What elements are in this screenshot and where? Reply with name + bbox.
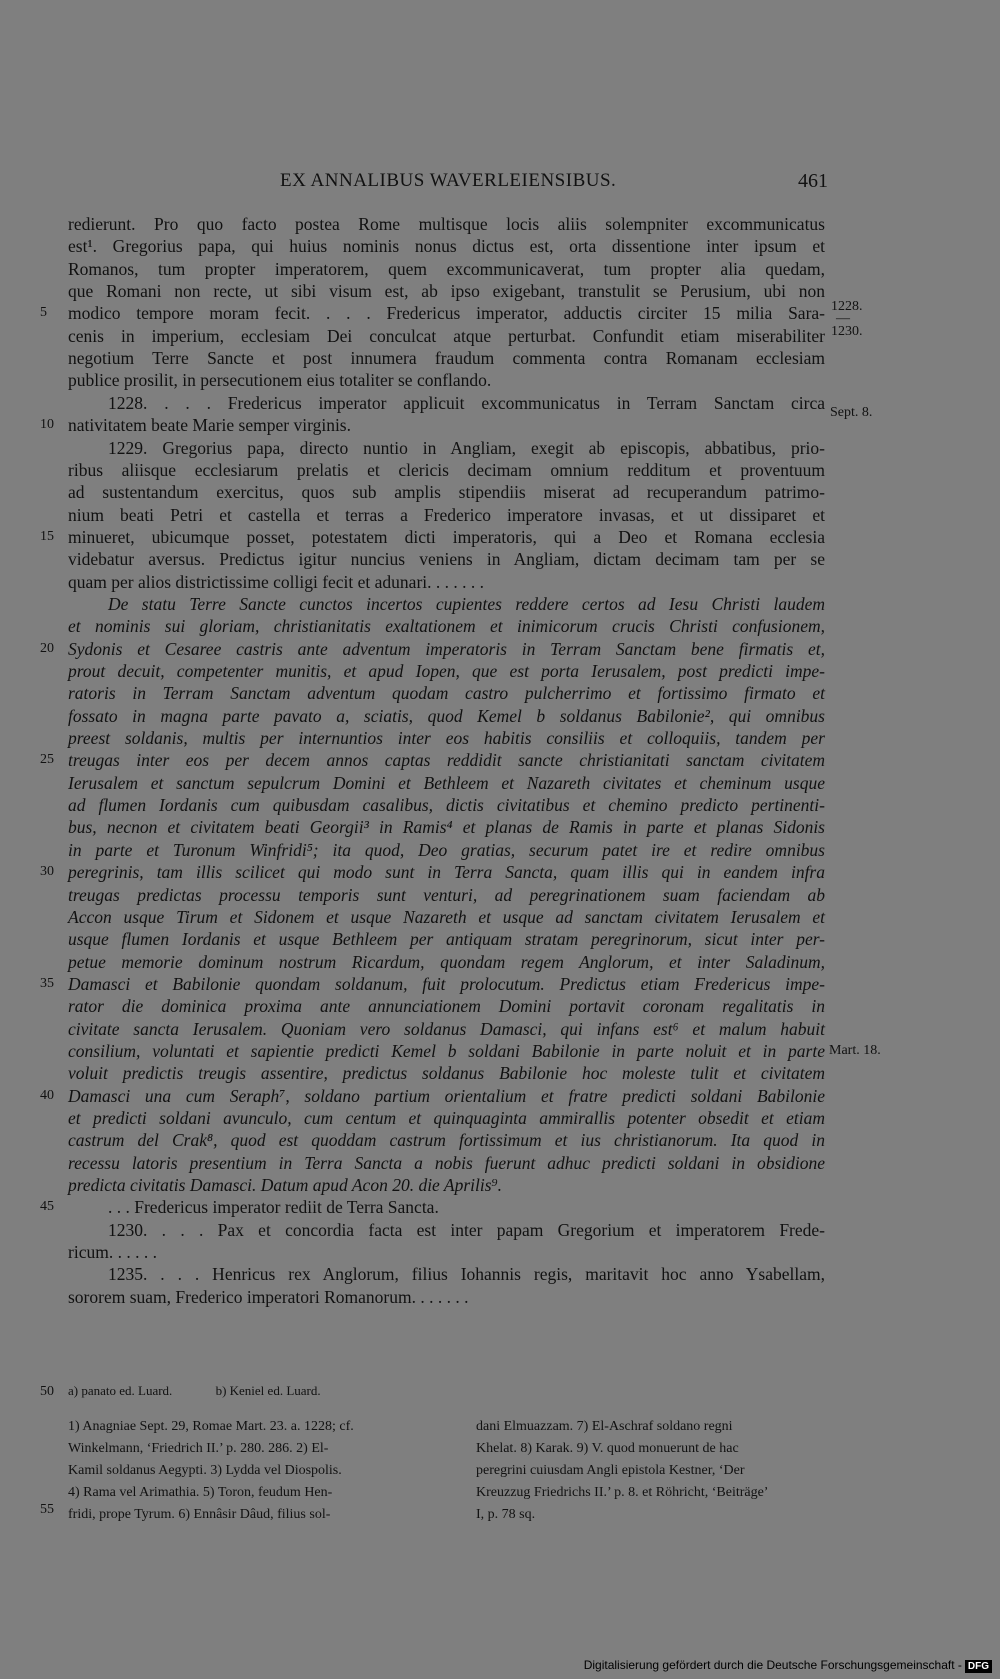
text-line: est¹. Gregorius papa, qui huius nominis nonus dictus est, orta dissentione inter ipsum et	[68, 236, 825, 257]
footnote-line: peregrini cuiusdam Angli epistola Kestner, ‘Der	[476, 1463, 745, 1478]
apparatus-line-number: 50	[40, 1384, 54, 1399]
line-number: 40	[40, 1087, 54, 1103]
text-line: publice prosilit, in persecutionem eius totaliter se conflando.	[68, 370, 492, 391]
text-line: usque flumen Iordanis et usque Bethleem per antiquam stratam peregrinorum, sicut inter per-	[68, 929, 825, 950]
text-line: modico tempore moram fecit. . . . Fredericus imperator, adductis circiter 15 milia Sara-	[68, 303, 825, 324]
text-line: Accon usque Tirum et Sidonem et usque Nazareth et usque ad sanctam civitatem Ierusalem et	[68, 906, 825, 927]
text-line: ad flumen Iordanis cum quibusdam casalibus, dictis civitatibus et chemino predicto pertinenti-	[68, 795, 825, 816]
text-line: negotium Terre Sancte et post innumera fraudum commenta contra Romanam ecclesiam	[68, 348, 825, 369]
text-line: Romanos, tum propter imperatorem, quem excommunicaverat, tum propter alia quedam,	[68, 258, 825, 279]
page-title: EX ANNALIBUS WAVERLEIENSIBUS.	[280, 170, 617, 191]
page-number: 461	[798, 170, 828, 192]
footnote-line: 1) Anagniae Sept. 29, Romae Mart. 23. a. 1228; cf.	[68, 1419, 354, 1434]
text-line: civitate sancta Ierusalem. Quoniam vero soldanus Damasci, qui infans est⁶ et malum habuit	[68, 1018, 825, 1039]
footnote-line: I, p. 78 sq.	[476, 1507, 536, 1522]
text-line: treugas predictas processu temporis sunt venturi, ad peregrinationem suam faciendam ab	[68, 884, 825, 905]
text-line: cenis in imperium, ecclesiam Dei conculcat atque perturbat. Confundit etiam miserabiliter	[68, 325, 825, 346]
line-number: 15	[40, 528, 54, 544]
line-number: 20	[40, 640, 54, 656]
dfg-logo: DFG	[965, 1660, 992, 1673]
text-line: preest soldanis, multis per internuntios inter eos habitis consiliis et colloquiis, tandem per	[68, 728, 825, 749]
footnote-line-number: 55	[40, 1502, 54, 1517]
footnote-line: Kamil soldanus Aegypti. 3) Lydda vel Diospolis.	[68, 1463, 342, 1478]
footnote-line: 4) Rama vel Arimathia. 5) Toron, feudum Hen-	[68, 1485, 333, 1500]
apparatus-note-a: a) panato ed. Luard.	[68, 1383, 173, 1398]
margin-date-sept: Sept. 8.	[830, 405, 873, 420]
margin-year-1230: 1230.	[831, 324, 863, 339]
text-line: rator die dominica proxima ante annunciationem Domini portavit coronam regalitatis in	[68, 996, 825, 1017]
running-header	[68, 170, 828, 194]
text-line: nium beati Petri et castella et terras a Frederico imperatore invasas, et ut dissiparet et	[68, 504, 825, 525]
footnotes-right-column	[476, 1416, 826, 1526]
apparatus-note-b: b) Keniel ed. Luard.	[215, 1383, 321, 1398]
text-line: ricum. . . . . .	[68, 1242, 157, 1263]
text-line: petue memorie dominum nostrum Ricardum, quondam regem Anglorum, et inter Saladinum,	[68, 951, 825, 972]
text-line: ad sustentandum exercitus, quos sub amplis stipendiis miserat ad recuperandum patrimo-	[68, 482, 825, 503]
text-line: De statu Terre Sancte cunctos incertos cupientes reddere certos ad Iesu Christi laudem	[108, 593, 825, 614]
text-line: predicta civitatis Damasci. Datum apud Acon 20. die Aprilis⁹.	[68, 1175, 502, 1196]
text-line: 1230. . . . Pax et concordia facta est inter papam Gregorium et imperatorem Frede-	[108, 1219, 825, 1240]
text-line: 1228. . . . Fredericus imperator applicuit excommunicatus in Terram Sanctam circa	[108, 392, 825, 413]
footnotes-left-column	[68, 1416, 438, 1526]
margin-dash: —	[836, 311, 850, 326]
line-number: 5	[40, 305, 47, 321]
text-line: 1235. . . . Henricus rex Anglorum, filius Iohannis regis, maritavit hoc anno Ysabellam,	[108, 1264, 825, 1285]
text-line: voluit predictis treugis assentire, predictus soldanus Babilonie hoc moleste tulit et civitatem	[68, 1063, 825, 1084]
text-line: . . . Fredericus imperator rediit de Terra Sancta.	[108, 1197, 439, 1218]
text-line: castrum del Crak⁸, quod est quoddam castrum fortissimum et ius christianorum. Ita quod in	[68, 1130, 825, 1151]
text-line: quam per alios districtissime colligi fecit et adunari. . . . . . .	[68, 571, 485, 592]
text-line: Sydonis et Cesaree castris ante adventum imperatoris in Terram Sanctam bene firmatis et,	[68, 638, 825, 659]
text-line: videbatur aversus. Predictus igitur nuncius veniens in Angliam, dictam decimam tam per se	[68, 549, 825, 570]
text-line: que Romani non recte, ut sibi visum est, ab ipso exigebant, transtulit se Perusium, ubi non	[68, 281, 825, 302]
text-line: in parte et Turonum Winfridi⁵; ita quod, Deo gratias, securum patet ire et redire omnibus	[68, 839, 825, 860]
footnote-line: dani Elmuazzam. 7) El-Aschraf soldano regni	[476, 1419, 733, 1434]
credit-text: Digitalisierung gefördert durch die Deutsche Forschungsgemeinschaft -	[583, 1658, 962, 1672]
margin-year-1228: 1228.	[831, 299, 863, 314]
line-number: 10	[40, 417, 54, 433]
line-number: 35	[40, 975, 54, 991]
line-number: 45	[40, 1199, 54, 1215]
line-number: 25	[40, 752, 54, 768]
text-line: peregrinis, tam illis scilicet qui modo sunt in Terra Sancta, quam illis qui in eandem infra	[68, 862, 825, 883]
text-line: Ierusalem et sanctum sepulcrum Domini et Bethleem et Nazareth civitates et cheminum usque	[68, 772, 825, 793]
text-line: sororem suam, Frederico imperatori Romanorum. . . . . . .	[68, 1286, 469, 1307]
footnote-line: fridi, prope Tyrum. 6) Ennâsir Dâud, filius sol-	[68, 1507, 331, 1522]
digitization-credit	[584, 1658, 992, 1673]
text-line: ratoris in Terram Sanctam adventum quodam castro pulcherrimo et fortissimo firmato et	[68, 683, 825, 704]
text-line: recessu latoris presentium in Terra Sancta a nobis fuerunt adhuc predicti soldani in obsidione	[68, 1152, 825, 1173]
line-number: 30	[40, 864, 54, 880]
text-line: Damasci et Babilonie quondam soldanum, fuit prolocutum. Predictus etiam Fredericus impe-	[68, 973, 825, 994]
critical-apparatus	[68, 1383, 361, 1399]
footnote-line: Khelat. 8) Karak. 9) V. quod monuerunt de hac	[476, 1441, 739, 1456]
text-line: 1229. Gregorius papa, directo nuntio in Angliam, exegit ab episcopis, abbatibus, prio-	[108, 437, 825, 458]
text-line: Damasci una cum Seraph⁷, soldano partium orientalium et fratre predicti soldani Babilonie	[68, 1085, 825, 1106]
text-line: bus, necnon et civitatem beati Georgii³ in Ramis⁴ et planas de Ramis in parte et planas Sidonis	[68, 817, 825, 838]
text-line: consilium, voluntati et sapientie predicti Kemel b soldani Babilonie in parte noluit et in parte	[68, 1040, 825, 1061]
text-line: redierunt. Pro quo facto postea Rome multisque locis aliis solempniter excommunicatus	[68, 214, 825, 234]
footnote-line: Winkelmann, ‘Friedrich II.’ p. 280. 286. 2) El-	[68, 1441, 329, 1456]
text-line: treugas inter eos per decem annos captas reddidit sancte christianitati sanctam civitatem	[68, 750, 825, 771]
text-line: ribus aliisque ecclesiarum prelatis et clericis decimam omnium redditum et proventuum	[68, 459, 825, 480]
margin-date-mart: Mart. 18.	[829, 1043, 881, 1058]
text-line: nativitatem beate Marie semper virginis.	[68, 415, 351, 436]
text-line: fossato in magna parte pavato a, sciatis, quod Kemel b soldanus Babilonie², qui omnibus	[68, 705, 825, 726]
text-line: minueret, ubicumque posset, potestatem dicti imperatoris, qui a Deo et Romana ecclesia	[68, 526, 825, 547]
text-line: et predicti soldani avunculo, cum centum et quinquaginta ammirallis potenter obsedit et etiam	[68, 1108, 825, 1128]
text-line: et nominis sui gloriam, christianitatis exaltationem et inimicorum crucis Christi confusionem,	[68, 616, 825, 637]
footnote-line: Kreuzzug Friedrichs II.’ p. 8. et Röhricht, ‘Beiträge’	[476, 1485, 769, 1500]
text-line: prout decuit, competenter munitis, et apud Iopen, que est porta Ierusalem, post predicti impe-	[68, 661, 825, 681]
